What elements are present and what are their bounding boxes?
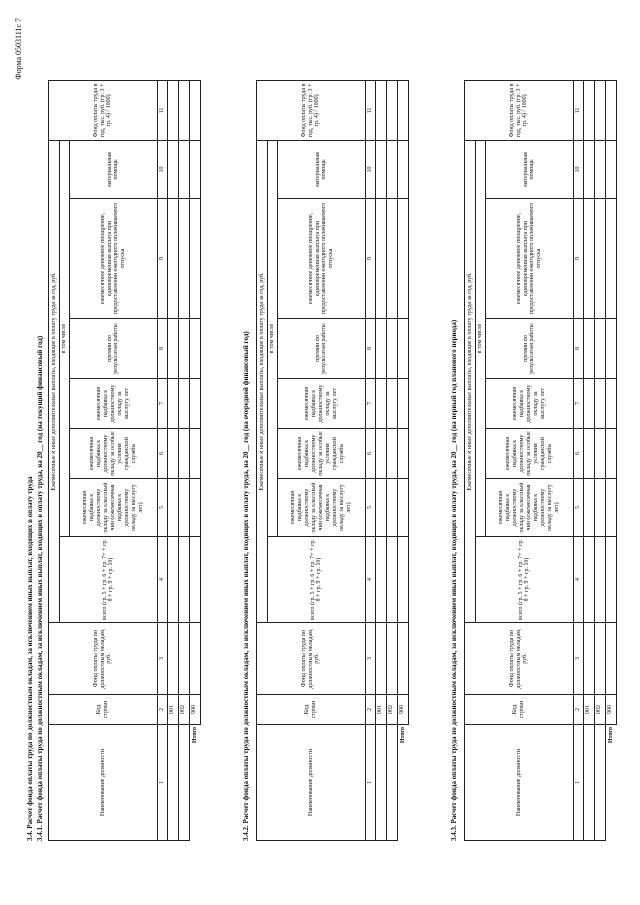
column-number: 10 [573,141,583,199]
table-title: 3.4.3. Расчет фонда оплаты труда по должностным окладам, за исключением иных выплат, входящих в оплату труда, на 20__ год (на первый год планового периода) [450,319,458,841]
column-number: 9 [573,199,583,319]
value-cell[interactable] [583,479,594,537]
value-cell[interactable] [167,429,178,479]
value-cell[interactable] [167,479,178,537]
col-7: ежемесячная надбавка к должностному окладу за выслугу лет [69,379,157,429]
col-5: ежемесячная надбавка к должностному окладу за классный чин (ежемесячная надбавка к должностному окладу за выслугу лет) [277,479,365,537]
total-value-cell [397,81,408,141]
total-value-cell [605,429,616,479]
col-7: ежемесячная надбавка к должностному окладу за выслугу лет [277,379,365,429]
value-cell[interactable] [375,537,386,623]
total-value-cell [397,141,408,199]
column-number: 7 [365,379,375,429]
position-cell[interactable] [386,725,397,841]
col-total: всего (гр. 5 + гр. 6 + гр. 7+ + гр. 8 + гр. 9 + гр. 10) [268,537,366,623]
value-cell[interactable] [375,479,386,537]
col-8: премии по результатам работы [485,319,573,379]
column-number: 10 [365,141,375,199]
col-line-code: Код строки [257,695,366,725]
value-cell[interactable] [594,81,605,141]
total-value-cell [189,81,200,141]
column-number: 7 [157,379,167,429]
value-cell[interactable] [594,537,605,623]
total-value-cell [397,199,408,319]
value-cell[interactable] [386,479,397,537]
column-number: 8 [365,319,375,379]
total-value-cell [397,319,408,379]
col-6: ежемесячная надбавка к должностному окладу за особые условия гражданской службы [277,429,365,479]
value-cell[interactable] [386,379,397,429]
value-cell[interactable] [375,319,386,379]
total-value-cell [605,479,616,537]
value-cell[interactable] [583,81,594,141]
total-label: Итого [607,727,614,744]
value-cell[interactable] [386,199,397,319]
value-cell[interactable] [594,379,605,429]
column-number: 1 [365,725,375,841]
col-incl: в том числе [60,141,70,537]
col-salary-fund: Фонд оплаты труда по должностным окладам, руб. [465,623,574,695]
column-number: 5 [365,479,375,537]
form-number: Форма 0503111с 7 [14,18,23,80]
total-value-cell [605,199,616,319]
section-title: 3.4. Расчет фонда оплаты труда по должностным окладам, за исключением иных выплат, входящих в оплату труда [26,476,34,841]
value-cell[interactable] [375,81,386,141]
total-value-cell [189,429,200,479]
column-number: 2 [573,695,583,725]
value-cell[interactable] [386,81,397,141]
position-cell[interactable] [178,725,189,841]
column-number: 7 [573,379,583,429]
total-value-cell [605,141,616,199]
value-cell[interactable] [386,429,397,479]
total-value-cell [397,479,408,537]
col-incl: в том числе [268,141,278,537]
value-cell[interactable] [375,379,386,429]
col-9: ежемесячное денежное поощрение, единовременная выплата при предоставлении ежегодного оплачиваемого отпуска [69,199,157,319]
total-value-cell [189,379,200,429]
column-number: 1 [573,725,583,841]
col-10: материальная помощь [277,141,365,199]
value-cell[interactable] [167,379,178,429]
salary-fund-table [256,80,409,841]
column-number: 4 [157,537,167,623]
value-cell[interactable] [178,379,189,429]
position-cell[interactable] [583,725,594,841]
total-value-cell [605,379,616,429]
value-cell[interactable] [167,81,178,141]
position-cell[interactable] [167,725,178,841]
salary-fund-table [48,80,201,841]
col-group-header: Ежемесячные и иные дополнительные выплаты, входящие в оплату труда за год, руб. [49,141,60,623]
line-code-cell: 002 [178,695,189,725]
line-code-cell: 001 [583,695,594,725]
value-cell[interactable] [375,429,386,479]
col-8: премии по результатам работы [277,319,365,379]
value-cell[interactable] [178,429,189,479]
value-cell[interactable] [178,81,189,141]
value-cell[interactable] [594,319,605,379]
col-7: ежемесячная надбавка к должностному окладу за выслугу лет [485,379,573,429]
total-value-cell [189,479,200,537]
value-cell[interactable] [583,379,594,429]
value-cell[interactable] [167,537,178,623]
table-title: 3.4.2. Расчет фонда оплаты труда по должностным окладам, за исключением иных выплат, входящих в оплату труда, на 20__ год (на очередной финансовый год) [242,331,250,841]
col-group-header: Ежемесячные и иные дополнительные выплаты, входящие в оплату труда за год, руб. [257,141,268,623]
column-number: 8 [573,319,583,379]
value-cell[interactable] [583,199,594,319]
column-number: 5 [157,479,167,537]
value-cell[interactable] [178,537,189,623]
salary-fund-table [464,80,617,841]
column-number: 6 [365,429,375,479]
column-number: 4 [365,537,375,623]
col-6: ежемесячная надбавка к должностному окладу за особые условия гражданской службы [485,429,573,479]
line-code-cell: 002 [594,695,605,725]
value-cell[interactable] [178,479,189,537]
total-label: Итого [399,727,406,744]
value-cell[interactable] [375,199,386,319]
value-cell[interactable] [594,623,605,695]
col-position: Наименование должности [257,725,366,841]
position-cell[interactable] [375,725,386,841]
col-5: ежемесячная надбавка к должностному окладу за классный чин (ежемесячная надбавка к должностному окладу за выслугу лет) [485,479,573,537]
column-number: 6 [573,429,583,479]
value-cell[interactable] [583,429,594,479]
line-code-cell: 002 [386,695,397,725]
value-cell[interactable] [178,319,189,379]
total-value-cell [605,623,616,695]
column-number: 4 [573,537,583,623]
total-value-cell [189,537,200,623]
column-number: 8 [157,319,167,379]
column-number: 9 [365,199,375,319]
col-total: всего (гр. 5 + гр. 6 + гр. 7+ + гр. 8 + гр. 9 + гр. 10) [60,537,158,623]
total-value-cell [189,319,200,379]
col-salary-fund: Фонд оплаты труда по должностным окладам, руб. [257,623,366,695]
value-cell[interactable] [594,479,605,537]
value-cell[interactable] [583,537,594,623]
total-value-cell [397,537,408,623]
column-number: 3 [573,623,583,695]
value-cell[interactable] [375,623,386,695]
value-cell[interactable] [386,537,397,623]
column-number: 11 [365,81,375,141]
col-9: ежемесячное денежное поощрение, единовременная выплата при предоставлении ежегодного оплачиваемого отпуска [277,199,365,319]
total-label: Итого [191,727,198,744]
column-number: 10 [157,141,167,199]
total-value-cell [605,81,616,141]
column-number: 3 [365,623,375,695]
column-number: 11 [157,81,167,141]
col-6: ежемесячная надбавка к должностному окладу за особые условия гражданской службы [69,429,157,479]
value-cell[interactable] [167,319,178,379]
value-cell[interactable] [386,141,397,199]
col-8: премии по результатам работы [69,319,157,379]
total-value-cell [605,319,616,379]
col-group-header: Ежемесячные и иные дополнительные выплаты, входящие в оплату труда за год, руб. [465,141,476,623]
col-11: Фонд оплаты труда в год, тыс. руб. (гр. 3 + гр. 4) / 1000) [257,81,366,141]
total-value-cell [397,429,408,479]
value-cell[interactable] [178,141,189,199]
total-value-cell [397,623,408,695]
value-cell[interactable] [583,623,594,695]
col-incl: в том числе [476,141,486,537]
column-number: 2 [157,695,167,725]
position-cell[interactable] [594,725,605,841]
column-number: 6 [157,429,167,479]
col-total: всего (гр. 5 + гр. 6 + гр. 7+ + гр. 8 + гр. 9 + гр. 10) [476,537,574,623]
col-position: Наименование должности [49,725,158,841]
total-value-cell [397,379,408,429]
table-title: 3.4.1. Расчет фонда оплаты труда по должностным окладам, за исключением иных выплат, входящих в оплату труда, на 20__ год (на текущий финансовый год) [36,335,44,841]
column-number: 9 [157,199,167,319]
value-cell[interactable] [583,141,594,199]
value-cell[interactable] [375,141,386,199]
column-number: 11 [573,81,583,141]
line-code-cell: 001 [167,695,178,725]
total-value-cell [605,537,616,623]
value-cell[interactable] [583,319,594,379]
col-9: ежемесячное денежное поощрение, единовременная выплата при предоставлении ежегодного оплачиваемого отпуска [485,199,573,319]
total-value-cell [189,141,200,199]
line-code-cell: 001 [375,695,386,725]
value-cell[interactable] [386,319,397,379]
col-11: Фонд оплаты труда в год, тыс. руб. (гр. 3 + гр. 4) / 1000) [49,81,158,141]
total-value-cell [189,623,200,695]
column-number: 2 [365,695,375,725]
value-cell[interactable] [167,141,178,199]
total-code-cell: 900 [189,695,200,725]
value-cell[interactable] [386,623,397,695]
value-cell[interactable] [594,141,605,199]
col-10: материальная помощь [485,141,573,199]
value-cell[interactable] [167,623,178,695]
value-cell[interactable] [178,623,189,695]
col-11: Фонд оплаты труда в год, тыс. руб. (гр. 3 + гр. 4) / 1000) [465,81,574,141]
col-position: Наименование должности [465,725,574,841]
column-number: 5 [573,479,583,537]
total-value-cell [189,199,200,319]
total-code-cell: 900 [605,695,616,725]
column-number: 1 [157,725,167,841]
value-cell[interactable] [594,429,605,479]
col-line-code: Код строки [49,695,158,725]
col-line-code: Код строки [465,695,574,725]
column-number: 3 [157,623,167,695]
value-cell[interactable] [178,199,189,319]
value-cell[interactable] [167,199,178,319]
col-5: ежемесячная надбавка к должностному окладу за классный чин (ежемесячная надбавка к должностному окладу за выслугу лет) [69,479,157,537]
col-salary-fund: Фонд оплаты труда по должностным окладам, руб. [49,623,158,695]
col-10: материальная помощь [69,141,157,199]
value-cell[interactable] [594,199,605,319]
total-code-cell: 900 [397,695,408,725]
